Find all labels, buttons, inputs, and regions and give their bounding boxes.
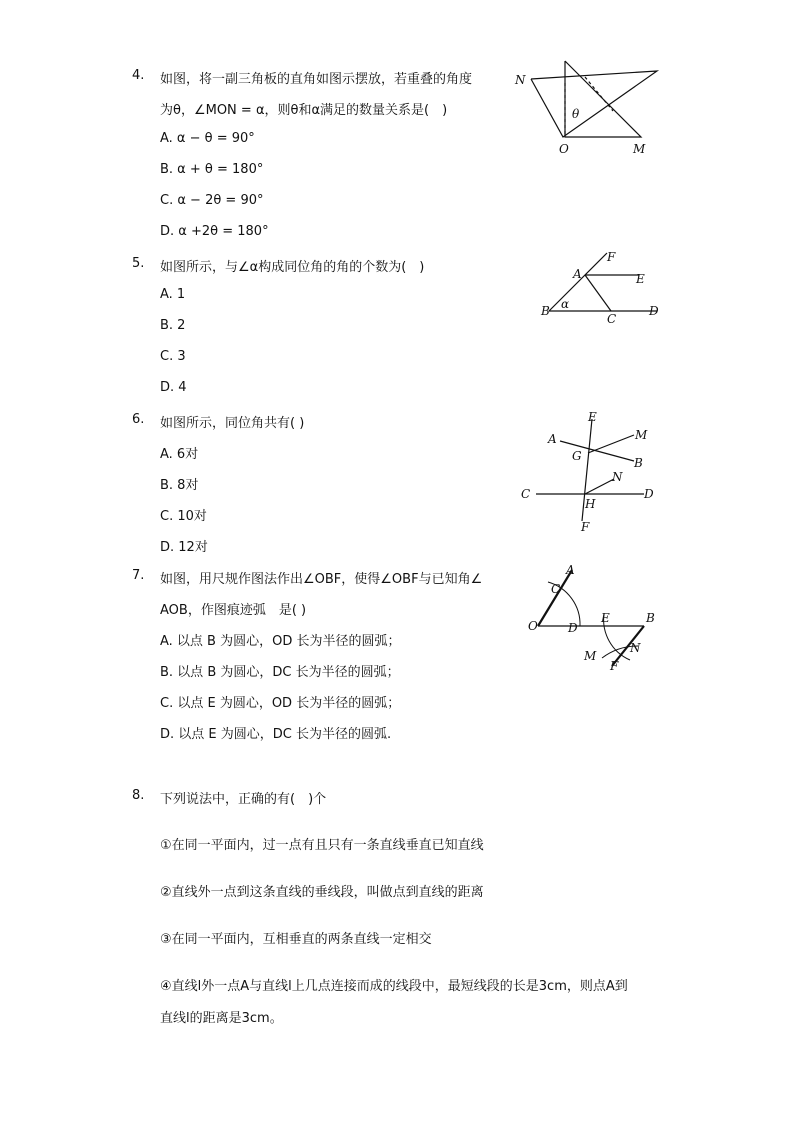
- label-theta: θ: [572, 107, 580, 121]
- line-gm: [588, 435, 634, 453]
- label-f: F: [607, 250, 616, 264]
- option-b: B. 8对: [160, 478, 199, 493]
- question-stem: 如图，将一副三角板的直角如图示摆放，若重叠的角度: [160, 72, 473, 87]
- question-number: 4.: [132, 68, 145, 83]
- line-bf: [549, 253, 607, 311]
- label-a: A: [566, 563, 575, 577]
- label-h: H: [585, 497, 596, 511]
- label-f: F: [610, 659, 619, 673]
- option-d: D. 4: [160, 380, 187, 395]
- label-o: O: [559, 142, 569, 156]
- ray-oa: [538, 570, 572, 626]
- dashed-edge: [585, 77, 613, 111]
- option-d: D. 12对: [160, 540, 208, 555]
- option-c: C. α − 2θ = 90°: [160, 193, 264, 208]
- label-b: B: [646, 611, 655, 625]
- label-n: N: [612, 470, 623, 484]
- question-number: 5.: [132, 256, 145, 271]
- q5-figure: [535, 245, 670, 330]
- option-d: D. α +2θ = 180°: [160, 224, 269, 239]
- question-number: 8.: [132, 788, 145, 803]
- label-b: B: [634, 456, 643, 470]
- label-g: G: [572, 449, 582, 463]
- triangle-set-square-1: [531, 71, 657, 137]
- q4-figure: [505, 55, 675, 165]
- option-d: D. 以点 E 为圆心，DC 长为半径的圆弧.: [160, 727, 392, 742]
- label-d: D: [644, 487, 654, 501]
- label-f: F: [581, 520, 590, 534]
- question-number: 7.: [132, 568, 145, 583]
- label-m: M: [633, 142, 646, 156]
- label-e: E: [588, 410, 597, 424]
- question-stem: 下列说法中，正确的有( )个: [160, 792, 327, 807]
- label-m: M: [635, 428, 648, 442]
- label-d: D: [649, 304, 659, 318]
- option-a: A. 6对: [160, 447, 199, 462]
- question-stem: AOB，作图痕迹弧 是( ): [160, 603, 307, 618]
- question-stem: 如图所示，同位角共有( ): [160, 416, 305, 431]
- option-a: A. 1: [160, 287, 186, 302]
- label-d: D: [568, 621, 578, 635]
- q7-figure: [520, 560, 670, 675]
- line-hn: [585, 479, 614, 494]
- label-b: B: [541, 304, 550, 318]
- q6-figure: [518, 405, 663, 535]
- label-n: N: [515, 73, 526, 87]
- question-stem: 如图所示，与∠α构成同位角的角的个数为( ): [160, 260, 425, 275]
- label-c: C: [521, 487, 531, 501]
- statement-2: ②直线外一点到这条直线的垂线段，叫做点到直线的距离: [160, 885, 484, 900]
- option-c: C. 3: [160, 349, 186, 364]
- label-n: N: [630, 641, 641, 655]
- option-c: C. 以点 E 为圆心，OD 长为半径的圆弧；: [160, 696, 401, 711]
- option-a: A. α − θ = 90°: [160, 131, 255, 146]
- statement-4: ④直线l外一点A与直线l上几点连接而成的线段中，最短线段的长是3cm，则点A到: [160, 979, 628, 994]
- label-alpha: α: [561, 297, 570, 311]
- label-a: A: [573, 267, 582, 281]
- label-a: A: [548, 432, 557, 446]
- question-stem: 为θ，∠MON = α，则θ和α满足的数量关系是( ): [160, 103, 448, 118]
- option-c: C. 10对: [160, 509, 207, 524]
- option-b: B. α + θ = 180°: [160, 162, 264, 177]
- option-a: A. 以点 B 为圆心，OD 长为半径的圆弧；: [160, 634, 401, 649]
- statement-3: ③在同一平面内，互相垂直的两条直线一定相交: [160, 932, 432, 947]
- statement-1: ①在同一平面内，过一点有且只有一条直线垂直已知直线: [160, 838, 484, 853]
- statement-4-continued: 直线l的距离是3cm。: [160, 1011, 283, 1026]
- option-b: B. 2: [160, 318, 186, 333]
- option-b: B. 以点 B 为圆心，DC 长为半径的圆弧；: [160, 665, 400, 680]
- question-number: 6.: [132, 412, 145, 427]
- label-c: C: [607, 312, 617, 326]
- label-e: E: [601, 611, 610, 625]
- line-ac: [585, 275, 611, 311]
- label-m: M: [584, 649, 597, 663]
- label-c: C: [551, 582, 561, 596]
- label-o: O: [528, 619, 538, 633]
- label-e: E: [636, 272, 645, 286]
- question-stem: 如图，用尺规作图法作出∠OBF，使得∠OBF与已知角∠: [160, 572, 483, 587]
